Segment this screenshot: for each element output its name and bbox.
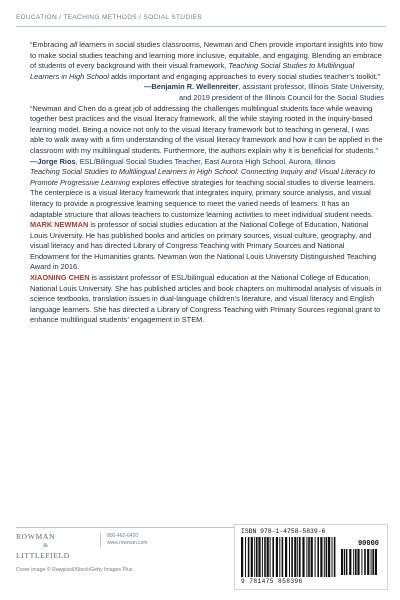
endorser-role: and 2019 president of the Illinois Council for the Social Studies	[178, 92, 384, 102]
publisher-phone: 800-462-6420	[107, 533, 139, 539]
publisher-logo	[16, 532, 76, 561]
book-description	[30, 167, 384, 220]
endorser-name: —Jorge Rios	[30, 156, 76, 166]
author-bio-chen	[30, 273, 384, 326]
author-name: XIAONING CHEN	[30, 273, 90, 283]
endorser-role: , assistant professor, Illinois State University,	[238, 82, 384, 92]
endorsement-quote-2: “Newman and Chen do a great job of addressing the challenges multilingual students face while weaving together best practices and the visual literacy framework, all the while staying rooted in the inquiry-based learning model. Being a novice not only to the visual literacy framework but to teaching in general, I was able to walk away with a firm understanding of the visual literacy framework and how it can be applied in the classroom with my multilingual students. Furthermore, the authors explain why it is beneficial for students.”	[30, 103, 383, 155]
description-text: explores effective strategies for teaching social studies to diverse learners. The centerpiece is a visual literacy framework that integrates inquiry, primary source analysis, and visual literacy to provide a progressive learning sequence to meet the varied needs of learners. It has an adaptable structure that allows teachers to customize learning activities to meet individual student needs.	[30, 177, 376, 219]
quote-text: adds important and engaging approaches to every social studies teacher’s toolkit.”	[108, 71, 381, 81]
endorsement-attribution-2	[30, 157, 384, 168]
back-cover-text	[30, 40, 384, 326]
endorser-role: , ESL/Bilingual Social Studies Teacher, East Aurora High School, Aurora, Illinois	[75, 156, 336, 166]
publisher-name-line: LITTLEFIELD	[16, 551, 70, 560]
barcode-bars-icon	[241, 537, 337, 577]
endorsement-attribution-1	[30, 82, 384, 103]
endorser-name: —Benjamin R. Wellenreiter	[143, 82, 239, 92]
quote-text: learners in social studies classrooms, Newman and Chen provide important insights into how to make social studies teaching and learning more inclusive, equitable, and engaging. Blending an embrace of students of every background with their visual framework,	[30, 40, 383, 71]
quote-emphasis: all	[69, 40, 78, 49]
price-code: 90000	[357, 540, 379, 548]
bio-text: is assistant professor of ESL/bilingual education at the National College of Education, National Louis University. She has published articles and book chapters on multimodal analysis of visuals in science textbooks, translation issues in dual-language children’s literature, and visual literacy and English language learners. She has directed a Library of Congress Teaching with Primary Sources regional grant to enhance multilingual students’ engagement in STEM.	[30, 273, 382, 325]
author-bio-newman	[30, 220, 384, 273]
cover-image-credit: Cover image © Rawpixel/iStock/Getty Images Plus	[16, 567, 133, 573]
header-divider	[16, 26, 386, 27]
publisher-ampersand: &	[43, 542, 49, 549]
category-label: EDUCATION / TEACHING METHODS / SOCIAL STUDIES	[16, 14, 202, 21]
bio-text: is professor of social studies education at the National College of Education, National Louis University. He has published books and articles on primary sources, visual culture, geography, and visual literacy and has directed Library of Congress Teaching with Primary Sources and National Endowment for the Humanities grants. Newman won the National Louis University Distinguished Teaching Award in 2016.	[30, 220, 377, 272]
publisher-website: www.rowman.com	[107, 540, 148, 546]
isbn-barcode	[234, 524, 388, 590]
publisher-contact	[100, 533, 148, 547]
barcode-addon-bars-icon	[341, 549, 379, 575]
publisher-name-line: ROWMAN	[16, 532, 56, 541]
isbn-number: ISBN 978-1-4758-5839-6	[241, 528, 326, 535]
quote-text: “Embracing	[30, 40, 70, 49]
book-title: Teaching Social Studies to Multilingual Learners in High School: Connecting Inquiry and Visual Literacy to Promote Progressive Learning	[30, 167, 376, 187]
quote-book-title: Teaching Social Studies to Multilingual Learners in High School	[30, 61, 355, 81]
endorsement-quote-1	[30, 40, 384, 82]
barcode-digits: 9 781475 858396	[241, 578, 303, 585]
author-name: MARK NEWMAN	[30, 220, 89, 230]
